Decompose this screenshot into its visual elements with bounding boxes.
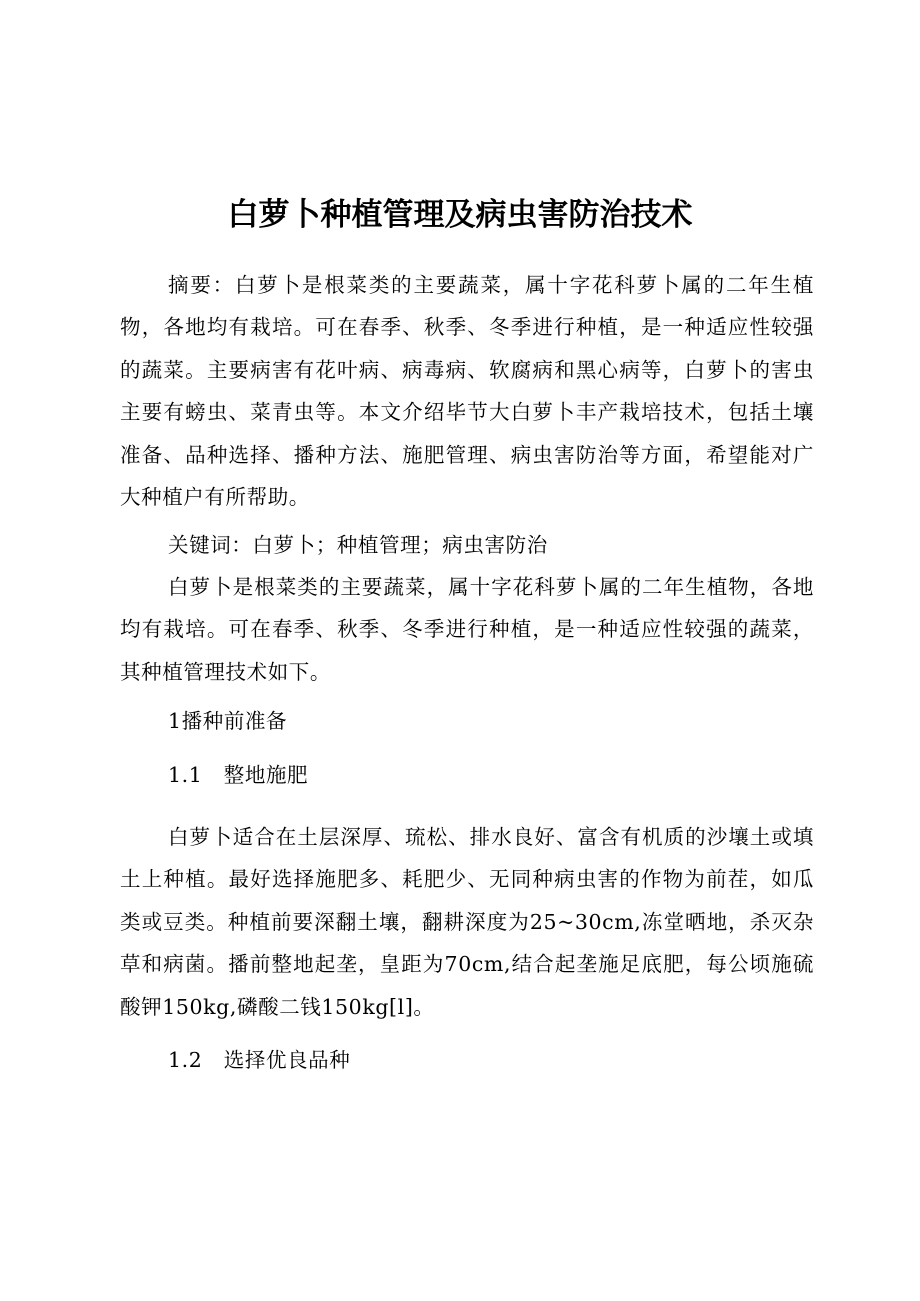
document-title: 白萝卜种植管理及病虫害防治技术 (227, 196, 693, 233)
section-heading-1-2: 1.2 选择优良品种 (168, 1048, 351, 1072)
section-heading-1: 1播种前准备 (168, 709, 288, 733)
section-1-1-body-paragraph: 白萝卜适合在土层深厚、琉松、排水良好、富含有机质的沙壤土或填土上种植。最好选择施肥多、耗肥少、无同种病虫害的作物为前茬，如瓜类或豆类。种植前要深翻土壤，翻耕深度为25~30cm,冻堂晒地，杀灭杂草和病菌。播前整地起垄，皇距为70cm,结合起垄施足底肥，每公顷施硫酸钾150kg,磷酸二钱150kg[l]。 (120, 825, 814, 1019)
intro-paragraph: 白萝卜是根菜类的主要蔬菜，属十字花科萝卜属的二年生植物，各地均有栽培。可在春季、秋季、冬季进行种植，是一种适应性较强的蔬菜，其种植管理技术如下。 (120, 575, 814, 684)
abstract-paragraph: 摘要：白萝卜是根菜类的主要蔬菜，属十字花科萝卜属的二年生植物，各地均有栽培。可在春季、秋季、冬季进行种植，是一种适应性较强的蔬菜。主要病害有花叶病、病毒病、软腐病和黑心病等，白萝卜的害虫主要有螃虫、菜青虫等。本文介绍毕节大白萝卜丰产栽培技术，包括土壤准备、品种选择、播种方法、施肥管理、病虫害防治等方面，希望能对广大种植户有所帮助。 (120, 273, 814, 510)
keywords-paragraph: 关键词：白萝卜；种植管理；病虫害防治 (168, 533, 548, 557)
section-heading-1-1: 1.1 整地施肥 (168, 763, 309, 787)
